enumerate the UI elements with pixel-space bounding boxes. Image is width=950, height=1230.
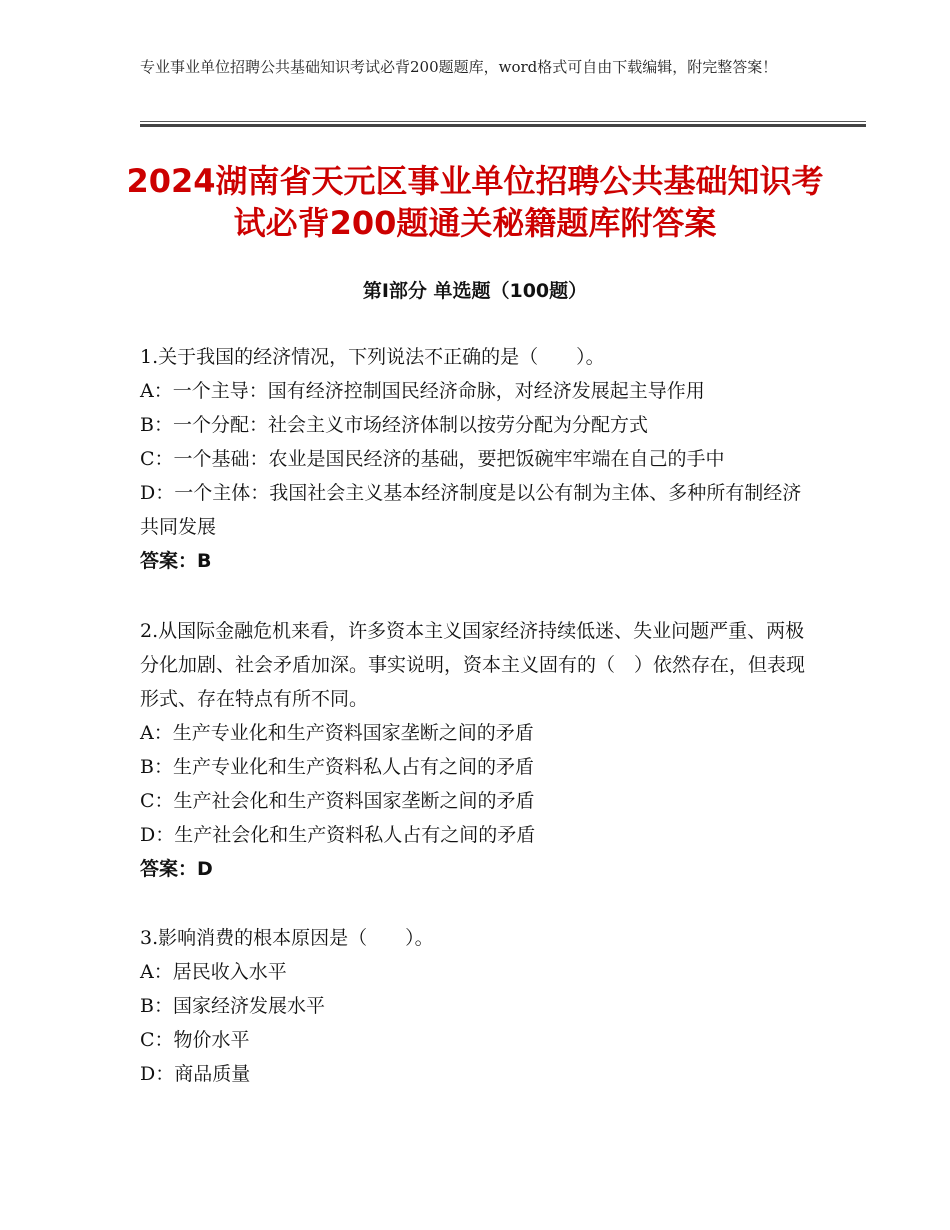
question-3 — [140, 921, 810, 1091]
question-option: A：一个主导：国有经济控制国民经济命脉，对经济发展起主导作用 — [140, 380, 705, 402]
question-option: B：生产专业化和生产资料私人占有之间的矛盾 — [140, 756, 534, 778]
header-rule-thick — [140, 124, 866, 127]
question-option: C：一个基础：农业是国民经济的基础，要把饭碗牢牢端在自己的手中 — [140, 448, 725, 470]
question-stem: 2.从国际金融危机来看，许多资本主义国家经济持续低迷、失业问题严重、两极分化加剧、社会矛盾加深。事实说明，资本主义固有的（ ）依然存在，但表现形式、存在特点有所不同。 — [140, 620, 806, 710]
section-title: 第Ⅰ部分 单选题（100题） — [362, 280, 588, 302]
question-option: B：一个分配：社会主义市场经济体制以按劳分配为分配方式 — [140, 414, 648, 436]
question-option: C：生产社会化和生产资料国家垄断之间的矛盾 — [140, 790, 535, 812]
header-note: 专业事业单位招聘公共基础知识考试必背200题题库，word格式可自由下载编辑，附完整答案！ — [140, 58, 778, 76]
question-option: D：一个主体：我国社会主义基本经济制度是以公有制为主体、多种所有制经济共同发展 — [140, 482, 802, 538]
question-stem: 3.影响消费的根本原因是（ ）。 — [140, 927, 434, 949]
question-option: D：生产社会化和生产资料私人占有之间的矛盾 — [140, 824, 536, 846]
question-option: D：商品质量 — [140, 1063, 251, 1085]
question-option: A：生产专业化和生产资料国家垄断之间的矛盾 — [140, 722, 534, 744]
question-answer: 答案：D — [140, 858, 213, 880]
document-title: 2024湖南省天元区事业单位招聘公共基础知识考试必背200题通关秘籍题库附答案 — [126, 162, 824, 242]
header-rule-thin — [140, 121, 866, 122]
question-answer: 答案：B — [140, 550, 212, 572]
question-2 — [140, 614, 810, 886]
question-1 — [140, 340, 810, 578]
question-option: C：物价水平 — [140, 1029, 250, 1051]
question-stem: 1.关于我国的经济情况，下列说法不正确的是（ ）。 — [140, 346, 605, 368]
question-option: B：国家经济发展水平 — [140, 995, 325, 1017]
question-option: A：居民收入水平 — [140, 961, 287, 983]
